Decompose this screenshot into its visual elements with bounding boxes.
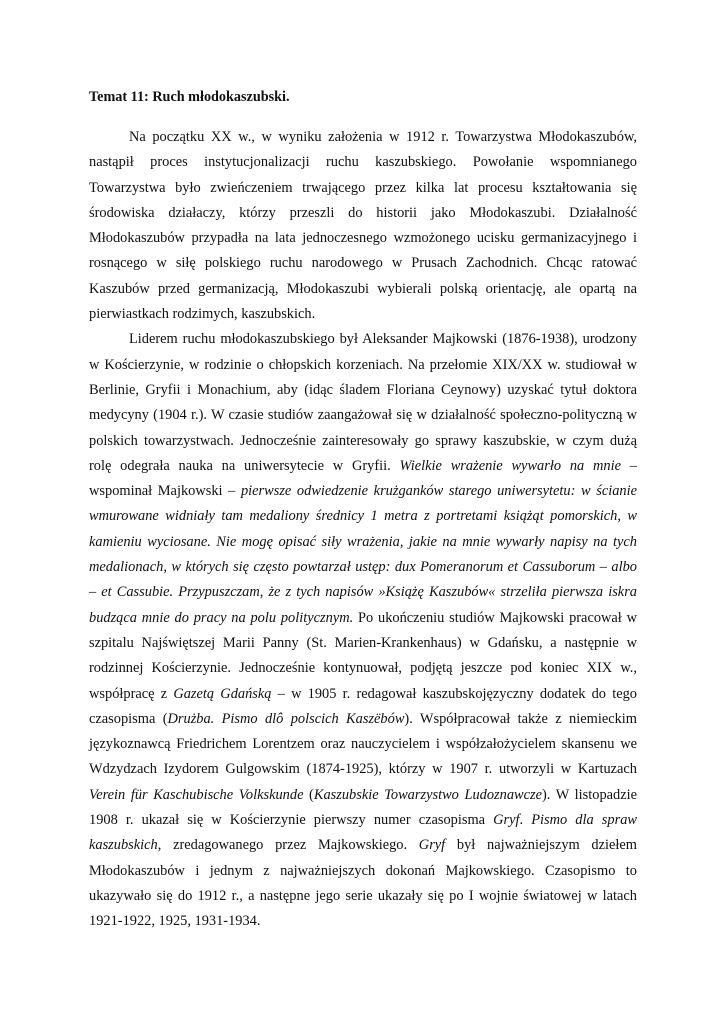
italic-text-run: Gryf	[493, 812, 520, 829]
text-run: , zredagowanego przez Majkowskiego.	[157, 837, 419, 854]
italic-text-run: Gazetą Gdańską	[173, 685, 272, 702]
paragraph-1	[89, 125, 637, 327]
italic-text-run: Wielkie wrażenie wywarło na mnie	[399, 457, 621, 474]
text-run: ). W listopadzie 1908 r. ukazał się w Kościerzynie pierwszy numer czasopisma	[89, 786, 637, 829]
text-run: – w 1905 r. redagował kaszubskojęzyczny dodatek do tego czasopisma (	[89, 685, 637, 727]
italic-text-run: Verein für Kaschubische Volkskunde	[89, 786, 304, 803]
text-run: (	[303, 786, 314, 803]
italic-text-run: Drużba. Pismo dlô polscich Kaszëbów	[167, 710, 405, 727]
italic-text-run: Kaszubskie Towarzystwo Ludoznawcze	[313, 786, 543, 803]
text-run: Na początku XX w., w wyniku założenia w 1912 r. Towarzystwa Młodokaszubów, nastąpił proces instytucjonalizacji ruchu kaszubskiego. Powołanie wspomnianego Towarzystwa było zwieńczeniem trwającego przez kilka lat procesu kształtowania się środowiska działaczy, którzy przeszli do historii jako Młodokaszubi. Działalność Młodokaszubów przypadła na lata jednoczesnego wzmożonego ucisku germanizacyjnego i rosnącego w siłę polskiego ruchu narodowego w Prusach Zachodnich. Chcąc ratować Kaszubów przed germanizacją, Młodokaszubi wybierali polską orientację, ale opartą na pierwiastkach rodzimych, kaszubskich.	[89, 129, 637, 323]
text-run: .	[519, 812, 532, 829]
document-title: Temat 11: Ruch młodokaszubski.	[89, 89, 290, 105]
text-run: Po ukończeniu studiów Majkowski pracował w szpitalu Najświętszej Marii Panny (St. Marien-Krankenhaus) w Gdańsku, a następnie w rodzinnej Kościerzynie. Jednocześnie kontynuował, podjętą jeszcze pod koniec XIX w., współpracę z	[89, 609, 637, 702]
text-run: był najważniejszym dziełem Młodokaszubów i jednym z najważniejszych dokonań Majkowskiego. Czasopismo to ukazywało się do 1912 r., a następne jego serie ukazały się po I wojnie światowej w latach 1921-1922, 1925, 1931-1934.	[89, 837, 637, 930]
italic-text-run: Pismo dla spraw kaszubskich	[89, 812, 637, 854]
text-run: ). Współpracował także z niemieckim językoznawcą Friedrichem Lorentzem oraz nauczycielem i współzałożycielem skansenu we Wdzydzach Izydorem Gulgowskim (1874-1925), którzy w 1907 r. utworzyli w Kartuzach	[89, 710, 637, 778]
document-body	[89, 125, 637, 935]
italic-text-run: Gryf	[418, 837, 446, 854]
text-run: – wspominał Majkowski –	[89, 457, 637, 500]
text-run: Liderem ruchu młodokaszubskiego był Aleksander Majkowski (1876-1938), urodzony w Kościerzynie, w rodzinie o chłopskich korzeniach. Na przełomie XIX/XX w. studiował w Berlinie, Gryfii i Monachium, aby (idąc śladem Floriana Ceynowy) uzyskać tytuł doktora medycyny (1904 r.). W czasie studiów zaangażował się w działalność społeczno-polityczną w polskich towarzystwach. Jednocześnie zainteresowały go sprawy kaszubskie, w czym dużą rolę odegrała nauka na uniwersytecie w Gryfii.	[89, 331, 637, 474]
italic-text-run: pierwsze odwiedzenie krużganków starego uniwersytetu: w ścianie wmurowane widniały tam medaliony średnicy 1 metra z portretami książąt pomorskich, w kamieniu wyciosane. Nie mogę opisać siły wrażenia, jakie na mnie wywarły napisy na tych medalionach, w których się często powtarzał ustęp: dux Pomeranorum et Cassuborum – albo – et Cassubie. Przypuszczam, że z tych napisów »Książę Kaszubów« strzeliła pierwsza iskra budząca mnie do pracy na polu politycznym.	[89, 483, 637, 626]
paragraph-2	[89, 327, 637, 934]
